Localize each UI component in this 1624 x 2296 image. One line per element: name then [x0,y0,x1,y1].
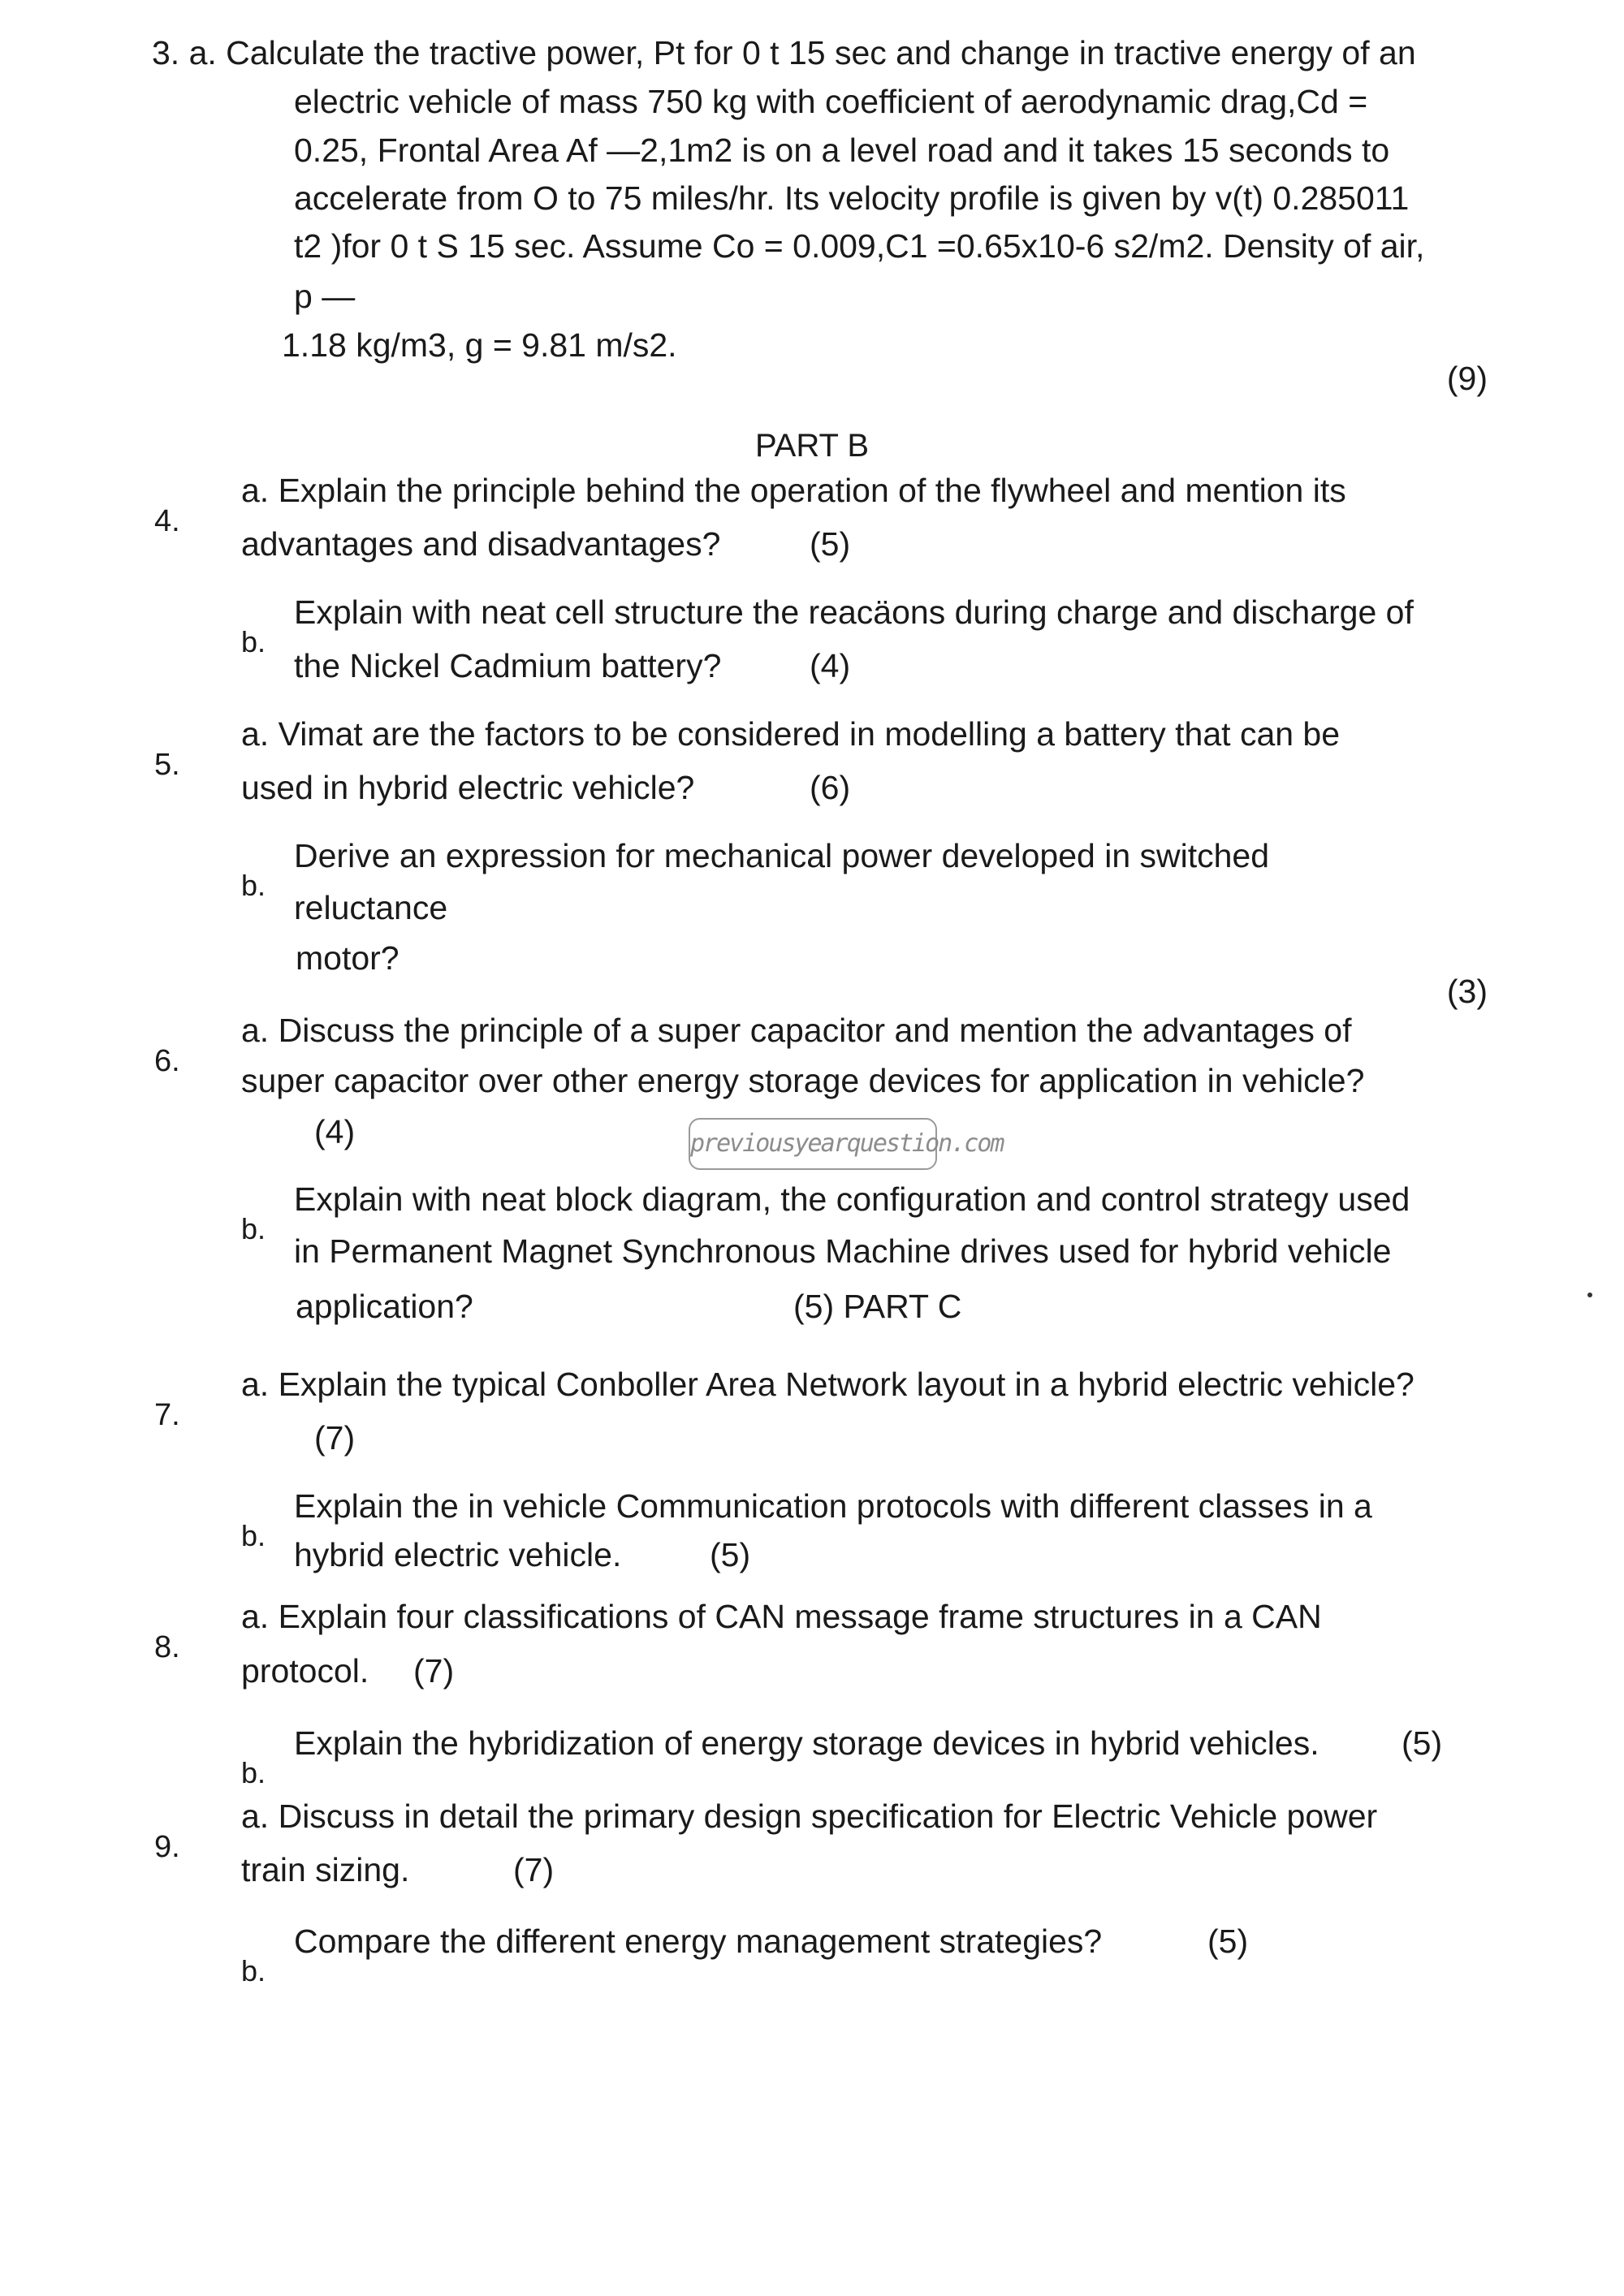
q6a-line-2: super capacitor over other energy storage devices for application in vehicle? [241,1062,1365,1099]
q3-line-5: t2 )for 0 t S 15 sec. Assume Co = 0.009,C1 =0.65x10-6 s2/m2. Density of air, [294,227,1425,265]
q9b-line-1: Compare the different energy management strategies? [294,1923,1103,1960]
q9b-marks: (5) [1207,1923,1249,1960]
q4b-line-2: the Nickel Cadmium battery? [294,647,722,684]
q8b-marks: (5) [1402,1724,1443,1762]
q4b-marks: (4) [810,647,851,684]
q4a-line-1: a. Explain the principle behind the operation of the flywheel and mention its [241,472,1346,509]
q5a-marks: (6) [810,769,851,806]
q7b-line-1: Explain the in vehicle Communication protocols with different classes in a [294,1487,1372,1525]
q8-number: 8. [154,1630,180,1664]
q3-line-3: 0.25, Frontal Area Af —2,1m2 is on a level road and it takes 15 seconds to [294,132,1390,169]
stray-dot [1587,1293,1592,1297]
q5a-line-2: used in hybrid electric vehicle? [241,769,695,806]
q5b-line-1: Derive an expression for mechanical power developed in switched [294,837,1270,874]
q9b-label: b. [241,1954,266,1987]
q6b-line-1: Explain with neat block diagram, the configuration and control strategy used [294,1180,1410,1218]
q4a-line-2: advantages and disadvantages? [241,525,721,563]
q3-line-2: electric vehicle of mass 750 kg with coefficient of aerodynamic drag,Cd = [294,83,1368,120]
q6b-label: b. [241,1212,266,1245]
q5b-label: b. [241,869,266,902]
q9-number: 9. [154,1830,180,1864]
q4-number: 4. [154,504,180,538]
q4b-line-1: Explain with neat cell structure the reacäons during charge and discharge of [294,593,1414,631]
q4b-label: b. [241,625,266,658]
q8a-marks: (7) [413,1652,455,1690]
q5a-line-1: a. Vimat are the factors to be considered in modelling a battery that can be [241,715,1341,753]
q9a-line-2: train sizing. [241,1851,410,1888]
q7-number: 7. [154,1398,180,1432]
q8b-label: b. [241,1756,266,1789]
q9a-line-1: a. Discuss in detail the primary design specification for Electric Vehicle power [241,1798,1378,1835]
q6b-marks-part-c: (5) PART C [793,1288,962,1325]
q5b-line-2: reluctance [294,889,448,926]
q6a-line-1: a. Discuss the principle of a super capacitor and mention the advantages of [241,1012,1352,1049]
q7b-label: b. [241,1519,266,1552]
q6a-marks: (4) [314,1113,356,1150]
q9a-marks: (7) [513,1851,555,1888]
q6b-line-2: in Permanent Magnet Synchronous Machine drives used for hybrid vehicle [294,1232,1392,1270]
q3-marks: (9) [1446,360,1488,397]
part-b-heading: PART B [754,428,870,464]
q4a-marks: (5) [810,525,851,563]
q7a-line-1: a. Explain the typical Conboller Area Network layout in a hybrid electric vehicle? [241,1366,1415,1403]
q5b-line-3: motor? [296,939,400,977]
q5b-marks: (3) [1446,973,1488,1010]
watermark-stamp: previousyearquestion.com [689,1118,937,1170]
q7a-marks: (7) [314,1419,356,1457]
q8a-line-1: a. Explain four classifications of CAN message frame structures in a CAN [241,1598,1322,1635]
q7b-line-2: hybrid electric vehicle. [294,1536,622,1573]
q7b-marks: (5) [710,1536,751,1573]
q8a-line-2: protocol. [241,1652,369,1690]
q3-line-7: 1.18 kg/m3, g = 9.81 m/s2. [282,326,677,364]
q3-line-6: p — [294,278,356,315]
q3-line-1: 3. a. Calculate the tractive power, Pt for 0 t 15 sec and change in tractive energy of an [152,34,1416,71]
q6b-line-3: application? [296,1288,473,1325]
q6-number: 6. [154,1044,180,1078]
q5-number: 5. [154,748,180,782]
q8b-line-1: Explain the hybridization of energy storage devices in hybrid vehicles. [294,1724,1320,1762]
q3-line-4: accelerate from O to 75 miles/hr. Its velocity profile is given by v(t) 0.285011 [294,179,1410,217]
